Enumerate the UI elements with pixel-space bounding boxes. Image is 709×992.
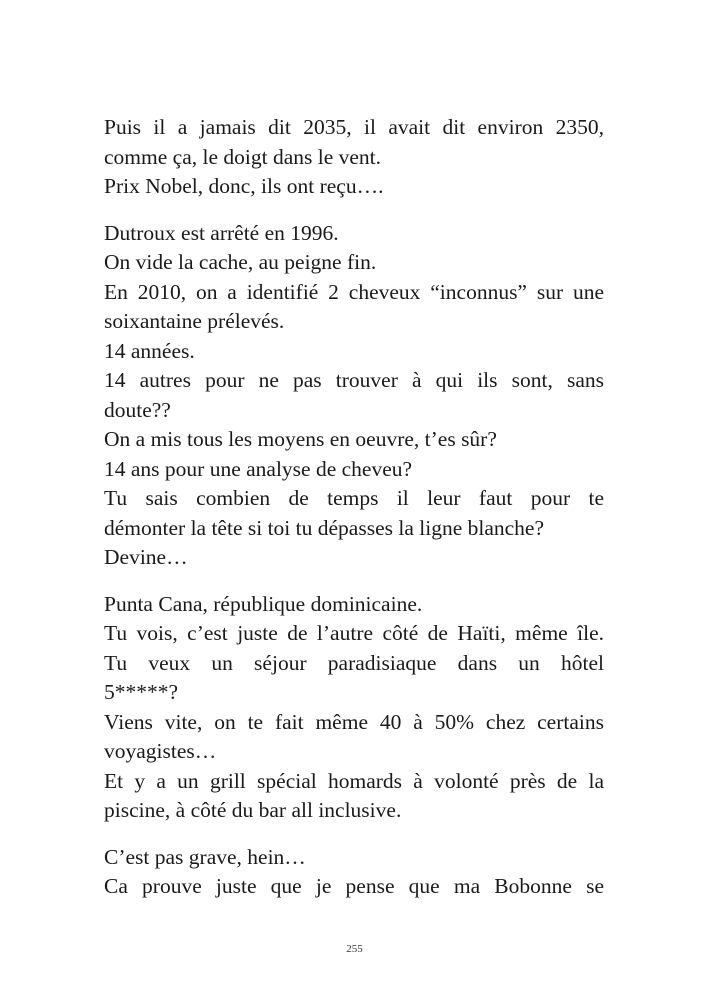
text-line: Puis il a jamais dit 2035, il avait dit environ 2350, (104, 115, 604, 139)
text-line: 14 ans pour une analyse de cheveu? (104, 456, 413, 481)
text-line: Devine… (104, 545, 188, 569)
text-line: Prix Nobel, donc, ils ont reçu…. (104, 174, 384, 198)
text-line: Tu veux un séjour paradisiaque dans un hôtel (104, 650, 604, 675)
text-line: 5*****? (104, 680, 179, 704)
text-line: Punta Cana, république dominicaine. (104, 591, 423, 616)
paragraph (104, 843, 604, 902)
text-line: Viens vite, on te fait même 40 à 50% chez certains (104, 709, 604, 734)
text-line: Dutroux est arrêté en 1996. (104, 220, 339, 245)
text-line: 14 autres pour ne pas trouver à qui ils sont, sans (104, 368, 604, 392)
page-body (104, 113, 604, 919)
text-line: En 2010, on a identifié 2 cheveux “inconnus” sur une (104, 279, 604, 304)
text-line: Ca prouve juste que je pense que ma Bobonne se (104, 874, 604, 898)
text-line: voyagistes… (104, 739, 217, 763)
page-number: 255 (346, 943, 363, 955)
text-line: 14 années. (104, 338, 195, 363)
paragraph (104, 590, 604, 826)
text-line: piscine, à côté du bar all inclusive. (104, 798, 402, 822)
text-line: doute?? (104, 397, 171, 422)
text-line: On vide la cache, au peigne fin. (104, 250, 377, 274)
paragraph (104, 219, 604, 573)
text-line: On a mis tous les moyens en oeuvre, t’es sûr? (104, 427, 497, 451)
text-line: Tu sais combien de temps il leur faut pour te (104, 486, 604, 510)
text-line: comme ça, le doigt dans le vent. (104, 144, 382, 169)
paragraph (104, 113, 604, 202)
text-line: Tu vois, c’est juste de l’autre côté de Haïti, même île. (104, 621, 604, 645)
text-line: Et y a un grill spécial homards à volonté près de la (104, 768, 604, 793)
text-line: C’est pas grave, hein… (104, 844, 306, 869)
text-line: soixantaine prélevés. (104, 309, 285, 333)
text-line: démonter la tête si toi tu dépasses la ligne blanche? (104, 515, 545, 540)
